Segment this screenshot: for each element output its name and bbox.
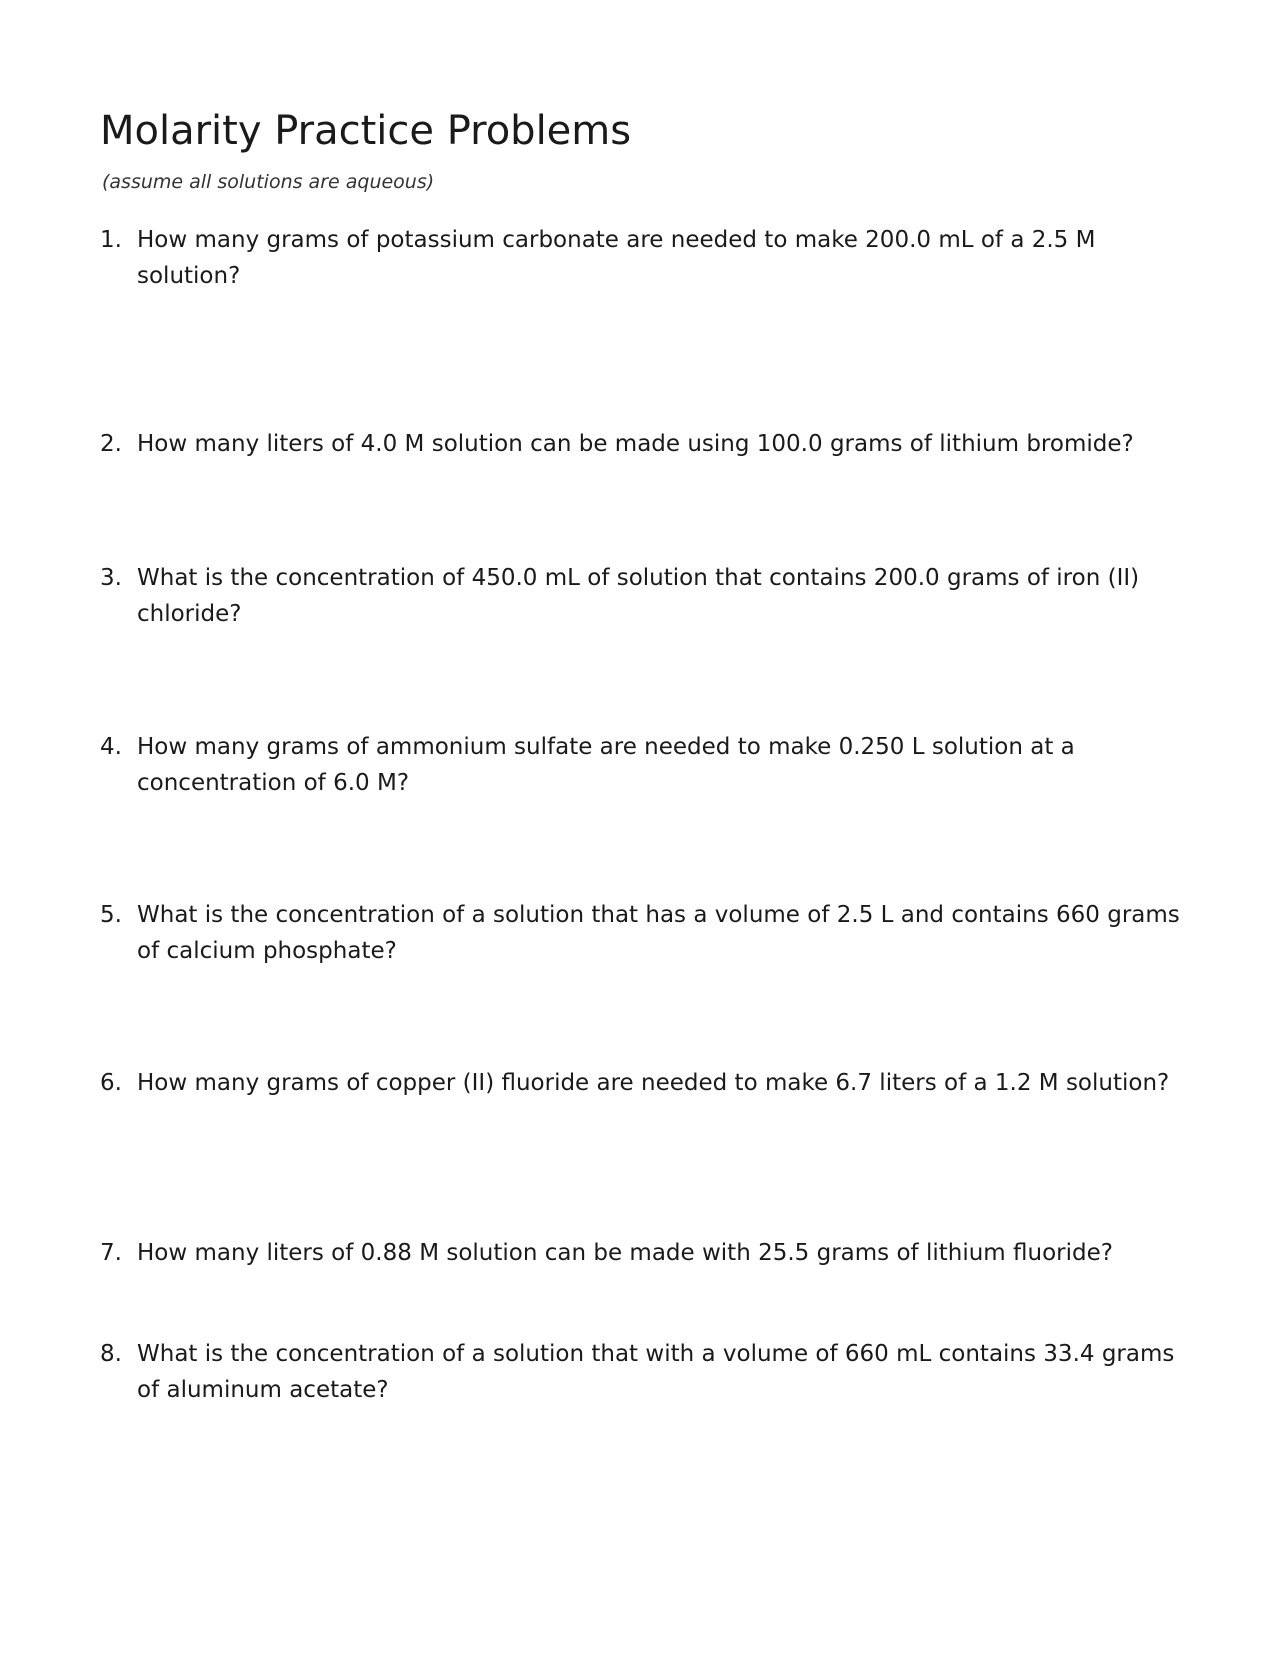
problem-number: 4. [100, 734, 122, 760]
problem-text: How many grams of copper (II) fluoride are needed to make 6.7 liters of a 1.2 M solution? [137, 1070, 1170, 1096]
problem-number: 2. [100, 431, 122, 457]
problem-text: What is the concentration of a solution that with a volume of 660 mL contains 33.4 grams of aluminum acetate? [137, 1341, 1175, 1403]
problem-3 [100, 560, 1180, 632]
problem-4 [100, 729, 1180, 801]
problem-number: 8. [100, 1341, 122, 1367]
problem-1 [100, 222, 1180, 294]
problem-text: What is the concentration of 450.0 mL of solution that contains 200.0 grams of iron (II) chloride? [137, 565, 1140, 627]
problem-5 [100, 897, 1180, 969]
problem-number: 7. [100, 1240, 122, 1266]
problem-2 [100, 426, 1180, 462]
problem-text: How many grams of ammonium sulfate are needed to make 0.250 L solution at a concentration of 6.0 M? [137, 734, 1075, 796]
problem-number: 5. [100, 902, 122, 928]
page-subtitle: (assume all solutions are aqueous) [102, 171, 435, 193]
problem-text: How many liters of 4.0 M solution can be made using 100.0 grams of lithium bromide? [137, 431, 1134, 457]
problem-number: 6. [100, 1070, 122, 1096]
problem-text: How many grams of potassium carbonate are needed to make 200.0 mL of a 2.5 M solution? [137, 227, 1096, 289]
problem-6 [100, 1065, 1180, 1101]
problem-text: How many liters of 0.88 M solution can be made with 25.5 grams of lithium fluoride? [137, 1240, 1113, 1266]
problem-number: 3. [100, 565, 122, 591]
page-title: Molarity Practice Problems [100, 108, 632, 154]
problem-7 [100, 1235, 1180, 1271]
problem-text: What is the concentration of a solution that has a volume of 2.5 L and contains 660 grams of calcium phosphate? [137, 902, 1180, 964]
problem-8 [100, 1336, 1180, 1408]
problem-number: 1. [100, 227, 122, 253]
